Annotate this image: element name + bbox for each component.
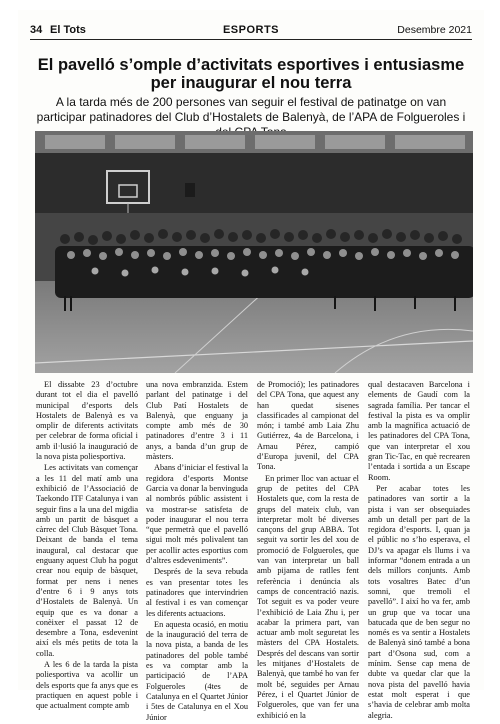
page-header — [30, 24, 472, 40]
page-number: 34 — [30, 24, 43, 36]
paragraph: Després de la seva rebuda es van presentar totes les patinadores que intervindrien al festival i es van començar les diferents actuacions. — [146, 567, 248, 618]
paragraph: En aquesta ocasió, en motiu de la inauguració del terra de la nova pista, a banda de les patinadores del poble també es va comptar amb la participació de l’APA Folgueroles (4tes de Catalunya en el Quartet Júnior i 5tes de Catalunya en el Xou Júnior — [146, 619, 248, 722]
article-column-2 — [146, 380, 248, 724]
section-title: ESPORTS — [222, 24, 280, 36]
group-photo-image — [35, 131, 473, 373]
article-subheadline: A la tarda més de 200 persones van seguir el festival de patinatge on van participar patinadores del Club d’Hostalets de Balenyà, de l’APA de Folgueroles i — [36, 95, 466, 124]
header-rule — [30, 39, 472, 40]
article-column-3 — [257, 380, 359, 722]
article-column-1 — [36, 380, 138, 713]
paragraph: En primer lloc van actuar el grup de petites del CPA Hostalets que, com la resta de grups del mateix club, van interpretar molt bé diverses cançons del grup ABBA. Tot seguit va sortir les del xou de promoció de Folgueroles, que van van interpretar un ball amb pijama de ratlles fent referència i denúncia als camps de concentració nazis. Tot seguit es va poder veure l’exhibició de Laia Zhu i, per acabar la primera part, van actuar amb molt seguretat les màsters del CPA Hostalets. Després del descans van sortir les mitjanes d’Hostalets de Balenyà, que també ho van fer molt bé, seguides per Arnau Pérez, i el Quartet Júnior de Folgueroles, que van fer una exhibició en la — [257, 473, 359, 720]
publication-name: El Tots — [50, 24, 86, 36]
paragraph: qual destacaven Barcelona i elements de Gaudí com la sagrada família. Per tancar el festival la pista es va omplir amb la magnífica actuació de les patinadores del CPA Tona, que van interpretar el xou gran Tic-Tac, en què recrearen l’entada i sortida a un Escape Room. — [368, 380, 470, 482]
paragraph: El dissabte 23 d’octubre durant tot el dia el pavelló municipal d’esports dels Hostalets de Balenyà es va omplir de diferents activitats per celebrar de forma oficial i amb il·lusió la inauguració de la nova pista poliesportiva. — [36, 380, 138, 462]
article-photo — [35, 131, 473, 373]
paragraph: Per acabar totes les patinadores van sortir a la pista i van ser obsequiades amb un detall per part de la regidora d’esports. I, quan ja el públic no s’ho esperava, el DJ’s va apagar els llums i va informar “donem entrada a un dels millors conjunts. Amb tots vosaltres Batec d’un somni, que tremoli el pavelló”. I així ho va fer, amb un grup que va tocar una batucada que de ben segur no només es va sentir a Hostalets de Balenyà sinó també a bona part d’Osona sud, com a mínim. Sense cap mena de dubte va quedar clar que la nova pista del pavelló havia estat molt esperat i que s’havia de celebrar amb molta alegria. — [368, 483, 470, 720]
article-column-4 — [368, 380, 470, 722]
article-headline: El pavelló s’omple d’activitats esportives i entusiasme per inaugurar el nou terra — [37, 56, 465, 92]
paragraph: una nova embranzida. Estem parlant del patinatge i del Club Patí Hostalets de Balenyà, que enguany ja compte amb més de 30 patinadores d’entre 3 i 11 anys, a banda d’un grup de màsters. — [146, 380, 248, 462]
paragraph: A les 6 de la tarda la pista poliesportiva va acollir un dels esports que fa anys que es practiquen en aquest poble i que actualment compte amb — [36, 660, 138, 711]
issue-date: Desembre 2021 — [397, 24, 472, 36]
paragraph: de Promoció); les patinadores del CPA Tona, que aquest any han quedat sisenes classificades al campionat del món; i també amb Laia Zhu Gutiérrez, 4a de Barcelona, i Arnau Pérez, campió d’Europa juvenil, del CPA Tona. — [257, 380, 359, 472]
paragraph: Les activitats van començar a les 11 del matí amb una exhibició de l’Associació de Taekondo ITF Catalunya i van seguir fins a la una del migdia amb un partit de bàsquet a càrrec del Club Bàsquet Tona. Deixant de banda el tema inaugural, cal destacar que enguany aquest Club ha pogut crear nou equip de bàsquet, format per nens i nenes d’entre 6 i 9 anys tots d’Hostalets de Balenyà. Un equip que es va donar a conèixer el passat 12 de desembre a Tona, esdevenint així els més petits de tota la colla. — [36, 463, 138, 658]
paragraph: Abans d’iniciar el festival la regidora d’esports Montse Garcia va donar la benvinguda al nombrós públic assistent i va mostrar-se satisfeta de poder inaugurar el nou terra “que permetrà que el pavelló sigui molt més polivalent tan per acollir actes esportius com d’altres esdeveniments”. — [146, 463, 248, 566]
